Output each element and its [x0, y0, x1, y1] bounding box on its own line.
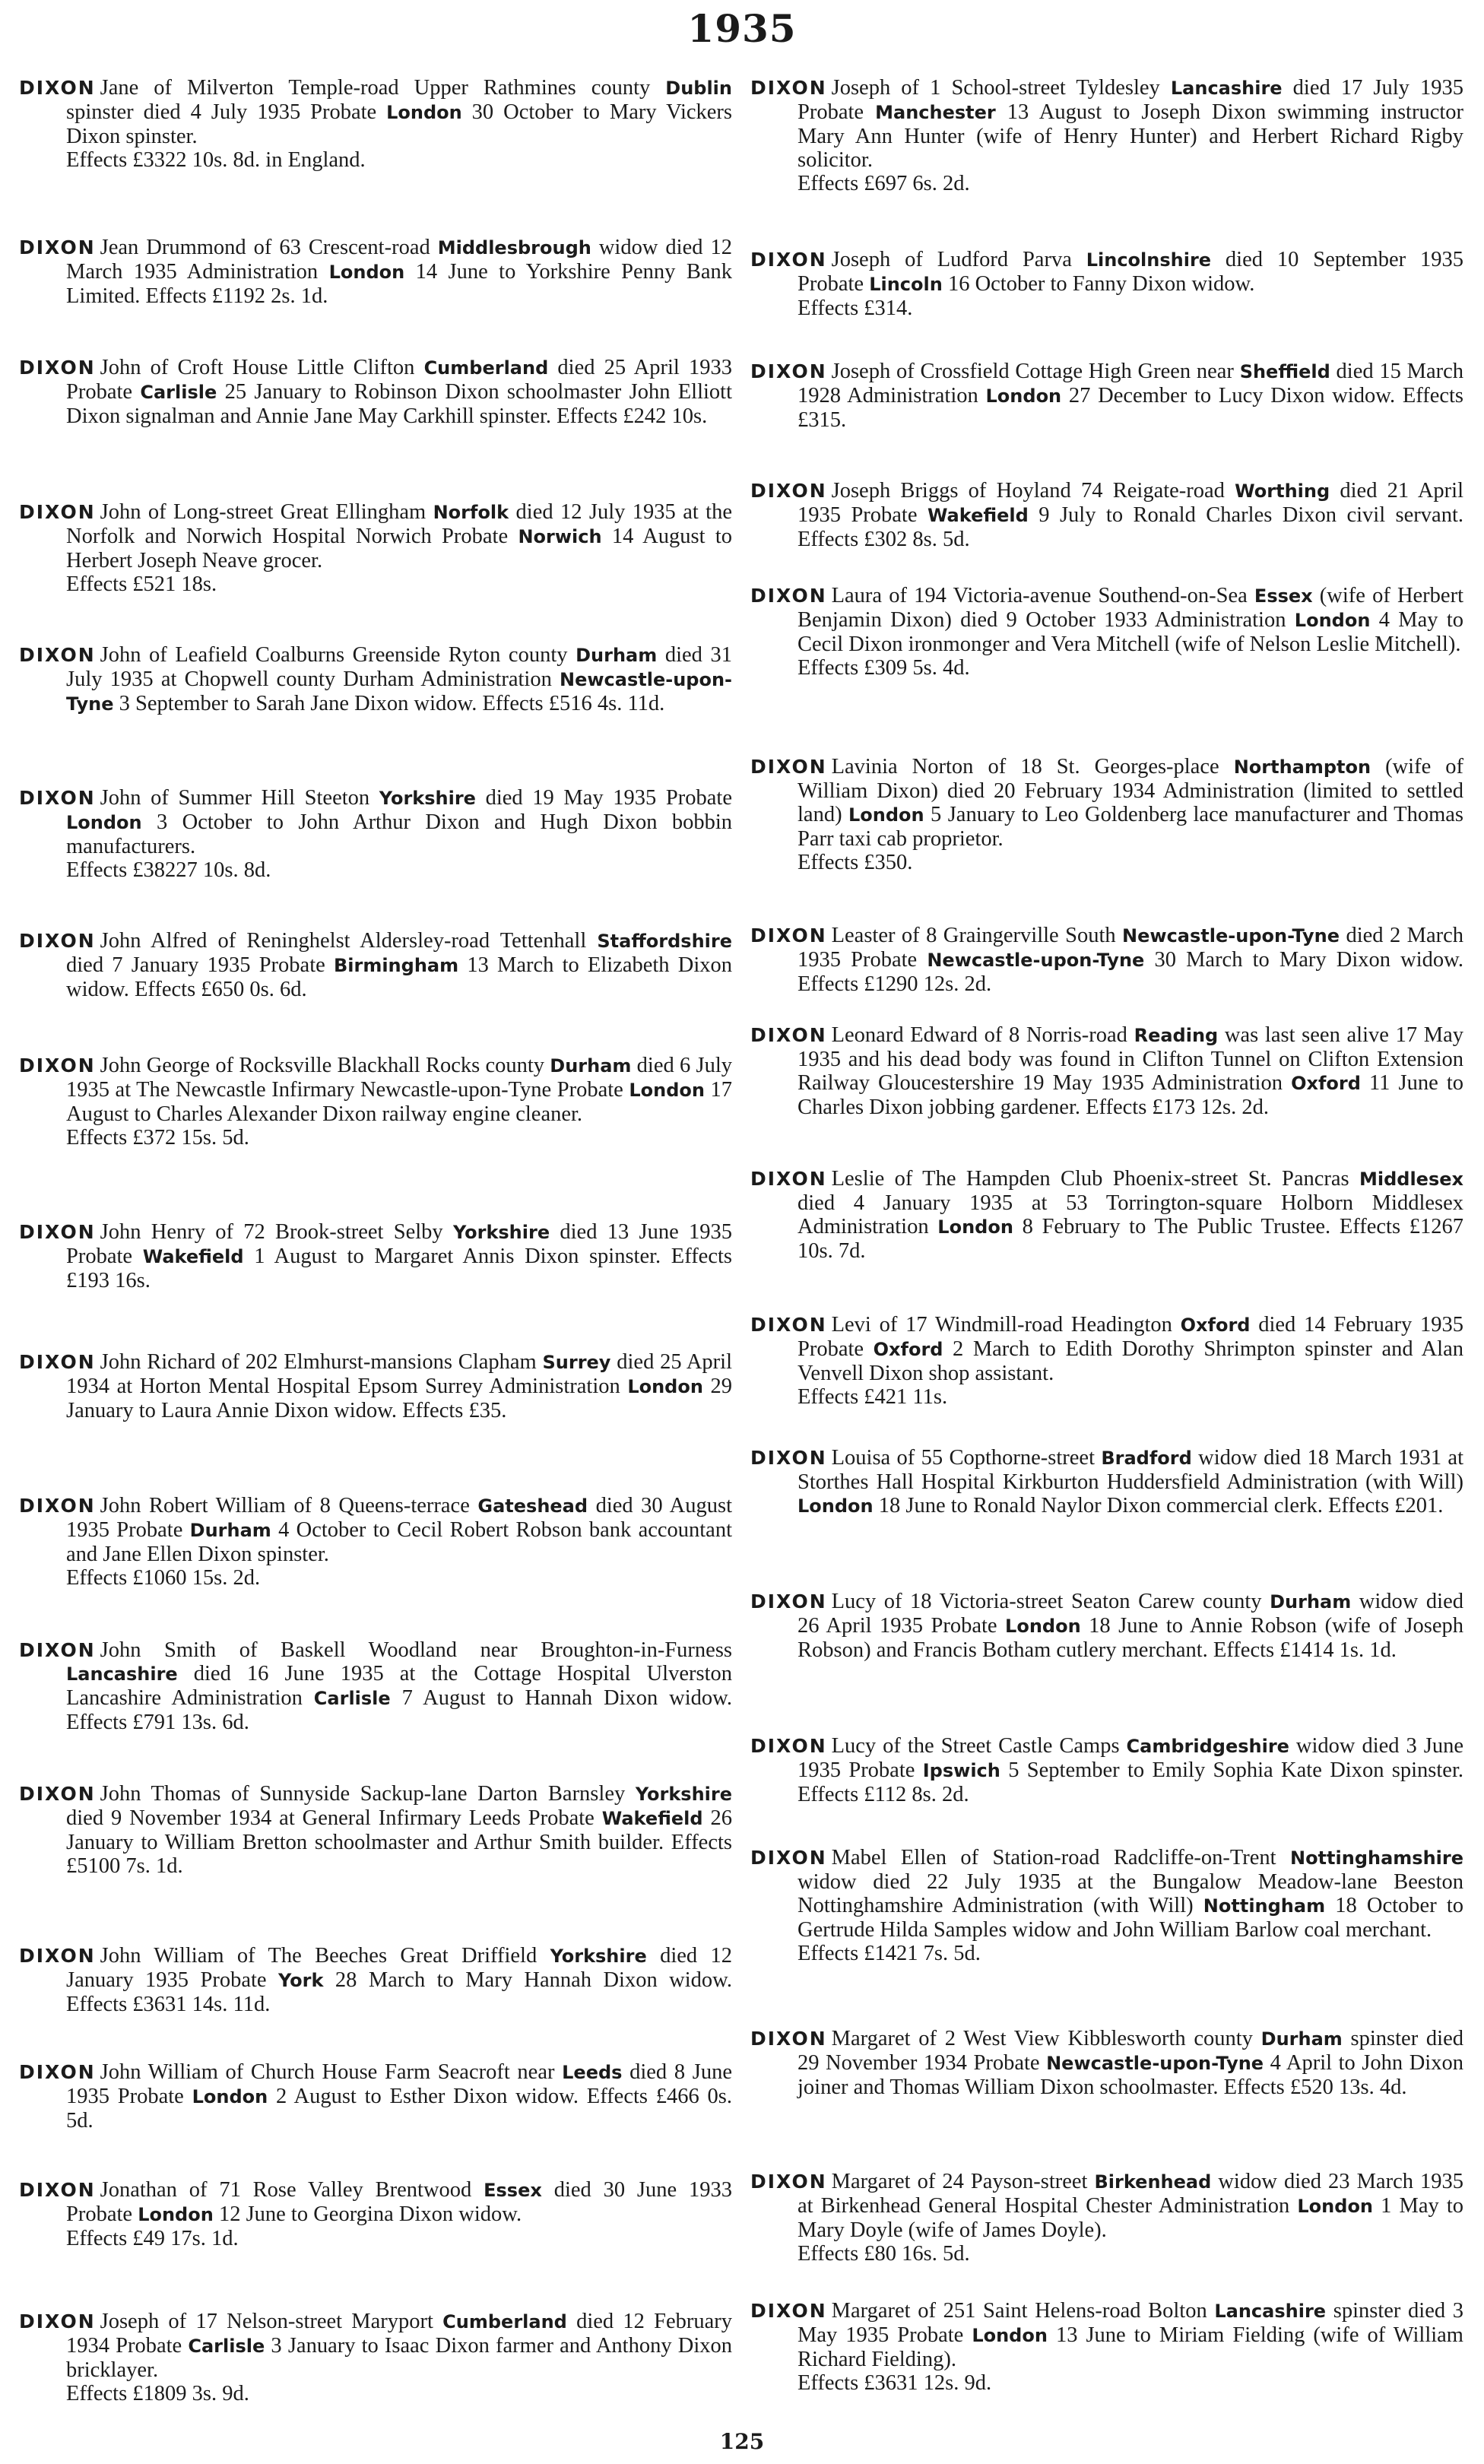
- entry-effects: Effects £521 18s.: [66, 572, 217, 596]
- probate-entry: [750, 924, 1463, 996]
- entry-text: Jonathan of 71 Rose Valley Brentwood Essex died 30 June 1933 Probate London 12 June to Georgina Dixon widow.: [66, 2178, 732, 2226]
- entry-surname: DIXON: [750, 1847, 827, 1869]
- entry-surname: DIXON: [750, 1314, 827, 1336]
- probate-entry: [19, 2178, 732, 2250]
- probate-entry: [750, 2170, 1463, 2266]
- entry-surname: DIXON: [19, 1783, 96, 1805]
- entry-surname: DIXON: [750, 1590, 827, 1613]
- entry-surname: DIXON: [19, 77, 96, 99]
- entry-text: Louisa of 55 Copthorne-street Bradford widow died 18 March 1931 at Storthes Hall Hospital Kirkburton Huddersfield Administration (with Will) London 18 June to Ronald Naylor Dixon commercial clerk. Effects £201.: [797, 1446, 1463, 1517]
- probate-entry: [19, 236, 732, 308]
- probate-entry: [19, 2310, 732, 2405]
- entry-surname: DIXON: [750, 77, 827, 99]
- entry-effects: Effects £1809 3s. 9d.: [66, 2382, 249, 2405]
- entry-surname: DIXON: [750, 480, 827, 502]
- entry-text: Leaster of 8 Graingerville South Newcastle-upon-Tyne died 2 March 1935 Probate Newcastle-upon-Tyne 30 March to Mary Dixon widow. Effects £1290 12s. 2d.: [797, 924, 1463, 996]
- entry-text: Margaret of 251 Saint Helens-road Bolton Lancashire spinster died 3 May 1935 Probate London 13 June to Miriam Fielding (wife of William Richard Fielding).: [797, 2299, 1463, 2371]
- entry-surname: DIXON: [19, 1351, 96, 1373]
- entry-text: Lucy of the Street Castle Camps Cambridgeshire widow died 3 June 1935 Probate Ipswich 5 September to Emily Sophia Kate Dixon spinster. Effects £112 8s. 2d.: [797, 1734, 1464, 1806]
- probate-entry: [19, 500, 732, 596]
- page-year-heading: 1935: [687, 6, 797, 51]
- entry-effects: Effects £697 6s. 2d.: [797, 172, 970, 195]
- entry-text: Joseph of Ludford Parva Lincolnshire died 10 September 1935 Probate Lincoln 16 October to Fanny Dixon widow.: [797, 248, 1463, 296]
- entry-text: John Robert William of 8 Queens-terrace Gateshead died 30 August 1935 Probate Durham 4 October to Cecil Robert Robson bank accountant and Jane Ellen Dixon spinster.: [66, 1494, 733, 1566]
- entry-text: Joseph of 17 Nelson-street Maryport Cumberland died 12 February 1934 Probate Carlisle 3 January to Isaac Dixon farmer and Anthony Dixon bricklayer.: [66, 2310, 732, 2382]
- entry-surname: DIXON: [750, 585, 827, 607]
- entry-surname: DIXON: [19, 1054, 96, 1077]
- entry-surname: DIXON: [19, 2179, 96, 2201]
- probate-entry: [750, 755, 1463, 874]
- probate-entry: [750, 360, 1463, 432]
- probate-entry: [750, 2027, 1463, 2099]
- entry-text: Mabel Ellen of Station-road Radcliffe-on-Trent Nottinghamshire widow died 22 July 1935 at the Bungalow Meadow-lane Beeston Nottinghamshire Administration (with Will) Nottingham 18 October to Gertrude Hilda Samples widow and John William Barlow coal merchant.: [797, 1846, 1464, 1942]
- entry-text: John of Leafield Coalburns Greenside Ryton county Durham died 31 July 1935 at Chopwell county Durham Administration Newcastle-upon-Tyne 3 September to Sarah Jane Dixon widow. Effects £516 4s. 11d.: [66, 643, 732, 715]
- probate-entry: [19, 2060, 732, 2133]
- probate-entry: [750, 1313, 1463, 1409]
- entry-text: John Richard of 202 Elmhurst-mansions Clapham Surrey died 25 April 1934 at Horton Mental Hospital Epsom Surrey Administration London 29 January to Laura Annie Dixon widow. Effects £35.: [66, 1350, 733, 1422]
- entry-surname: DIXON: [19, 1639, 96, 1661]
- probate-entry: [750, 1846, 1463, 1965]
- entry-surname: DIXON: [19, 357, 96, 379]
- probate-entry: [19, 1054, 732, 1150]
- entry-surname: DIXON: [750, 2171, 827, 2193]
- entry-text: Leonard Edward of 8 Norris-road Reading was last seen alive 17 May 1935 and his dead body was found in Clifton Tunnel on Clifton Extension Railway Gloucestershire 19 May 1935 Administration Oxford 11 June to Charles Dixon jobbing gardener. Effects £173 12s. 2d.: [797, 1023, 1464, 1119]
- entry-surname: DIXON: [19, 1945, 96, 1967]
- entry-text: Margaret of 24 Payson-street Birkenhead widow died 23 March 1935 at Birkenhead General Hospital Chester Administration London 1 May to Mary Doyle (wife of James Doyle).: [797, 2170, 1464, 2242]
- probate-entry: [750, 584, 1463, 680]
- page-number: 125: [719, 2429, 765, 2454]
- entry-surname: DIXON: [750, 1735, 827, 1757]
- entry-text: Joseph of 1 School-street Tyldesley Lancashire died 17 July 1935 Probate Manchester 13 August to Joseph Dixon swimming instructor Mary Ann Hunter (wife of Henry Hunter) and Herbert Richard Rigby solicitor.: [797, 76, 1464, 172]
- entry-text: Jane of Milverton Temple-road Upper Rathmines county Dublin spinster died 4 July 1935 Probate London 30 October to Mary Vickers Dixon spinster.: [66, 76, 732, 148]
- entry-surname: DIXON: [19, 787, 96, 809]
- probate-entry: [19, 1494, 732, 1590]
- probate-entry: [750, 76, 1463, 195]
- probate-entry: [19, 1638, 732, 1734]
- entry-text: Lucy of 18 Victoria-street Seaton Carew county Durham widow died 26 April 1935 Probate London 18 June to Annie Robson (wife of Joseph Robson) and Francis Botham cutlery merchant. Effects £1414 1s. 1d.: [797, 1590, 1463, 1662]
- entry-effects: Effects £372 15s. 5d.: [66, 1126, 249, 1150]
- entry-text: Margaret of 2 West View Kibblesworth county Durham spinster died 29 November 1934 Probate Newcastle-upon-Tyne 4 April to John Dixon joiner and Thomas William Dixon schoolmaster. Effects £520 13s. 4d.: [797, 2027, 1463, 2099]
- entry-effects: Effects £3322 10s. 8d. in England.: [66, 148, 366, 172]
- entry-effects: Effects £421 11s.: [797, 1385, 948, 1409]
- entry-surname: DIXON: [750, 756, 827, 778]
- entry-text: John of Long-street Great Ellingham Norfolk died 12 July 1935 at the Norfolk and Norwich Hospital Norwich Probate Norwich 14 August to Herbert Joseph Neave grocer.: [66, 500, 733, 572]
- entry-text: Laura of 194 Victoria-avenue Southend-on-Sea Essex (wife of Herbert Benjamin Dixon) died 9 October 1933 Administration London 4 May to Cecil Dixon ironmonger and Vera Mitchell (wife of Nelson Leslie Mitchell).: [797, 584, 1463, 656]
- entry-text: John Smith of Baskell Woodland near Broughton-in-Furness Lancashire died 16 June 1935 at the Cottage Hospital Ulverston Lancashire Administration Carlisle 7 August to Hannah Dixon widow. Effects £791 13s. 6d.: [66, 1638, 732, 1734]
- entry-surname: DIXON: [19, 2061, 96, 2083]
- entry-surname: DIXON: [19, 501, 96, 523]
- entry-surname: DIXON: [750, 249, 827, 271]
- entry-effects: Effects £309 5s. 4d.: [797, 656, 970, 680]
- entry-text: John William of The Beeches Great Driffield Yorkshire died 12 January 1935 Probate York 28 March to Mary Hannah Dixon widow. Effects £3631 14s. 11d.: [66, 1944, 732, 2016]
- probate-entry: [750, 1590, 1463, 1662]
- entry-effects: Effects £49 17s. 1d.: [66, 2227, 239, 2250]
- entry-surname: DIXON: [19, 2310, 96, 2332]
- probate-entry: [750, 1167, 1463, 1263]
- entry-surname: DIXON: [750, 1168, 827, 1190]
- entry-surname: DIXON: [19, 1495, 96, 1517]
- probate-entry: [750, 1446, 1463, 1518]
- probate-entry: [750, 1023, 1463, 1119]
- entry-effects: Effects £1060 15s. 2d.: [66, 1566, 261, 1590]
- entry-effects: Effects £1421 7s. 5d.: [797, 1942, 981, 1965]
- entry-text: John Alfred of Reninghelst Aldersley-road Tettenhall Staffordshire died 7 January 1935 Probate Birmingham 13 March to Elizabeth Dixon widow. Effects £650 0s. 6d.: [66, 929, 732, 1001]
- probate-entry: [19, 356, 732, 428]
- probate-entry: [19, 643, 732, 716]
- probate-entry: [750, 2299, 1463, 2395]
- entry-effects: Effects £80 16s. 5d.: [797, 2242, 970, 2266]
- probate-entry: [19, 76, 732, 172]
- entry-surname: DIXON: [750, 924, 827, 947]
- entry-surname: DIXON: [19, 1221, 96, 1243]
- entry-text: John Henry of 72 Brook-street Selby Yorkshire died 13 June 1935 Probate Wakefield 1 August to Margaret Annis Dixon spinster. Effects £193 16s.: [66, 1220, 732, 1292]
- entry-surname: DIXON: [750, 2028, 827, 2050]
- probate-entry: [19, 1220, 732, 1292]
- entry-effects: Effects £314.: [797, 297, 913, 320]
- probate-entry: [19, 1350, 732, 1422]
- entry-text: John Thomas of Sunnyside Sackup-lane Darton Barnsley Yorkshire died 9 November 1934 at General Infirmary Leeds Probate Wakefield 26 January to William Bretton schoolmaster and Arthur Smith builder. Effects £5100 7s. 1d.: [66, 1782, 732, 1878]
- probate-entry: [19, 786, 732, 882]
- entry-effects: Effects £350.: [797, 851, 913, 874]
- entry-text: Leslie of The Hampden Club Phoenix-street St. Pancras Middlesex died 4 January 1935 at 53 Torrington-square Holborn Middlesex Administration London 8 February to The Public Trustee. Effects £1267 10s. 7d.: [797, 1167, 1463, 1263]
- probate-entry: [19, 929, 732, 1001]
- entry-surname: DIXON: [750, 1447, 827, 1469]
- entry-text: John of Summer Hill Steeton Yorkshire died 19 May 1935 Probate London 3 October to John Arthur Dixon and Hugh Dixon bobbin manufacturers.: [66, 786, 732, 858]
- entry-text: Joseph Briggs of Hoyland 74 Reigate-road Worthing died 21 April 1935 Probate Wakefield 9 July to Ronald Charles Dixon civil servant. Effects £302 8s. 5d.: [797, 479, 1463, 551]
- entry-text: Lavinia Norton of 18 St. Georges-place Northampton (wife of William Dixon) died 20 February 1934 Administration (limited to settled land) London 5 January to Leo Goldenberg lace manufacturer and Thomas Parr taxi cab proprietor.: [797, 755, 1463, 851]
- entry-surname: DIXON: [750, 360, 827, 382]
- entry-surname: DIXON: [19, 644, 96, 666]
- probate-entry: [750, 248, 1463, 320]
- entry-text: John George of Rocksville Blackhall Rocks county Durham died 6 July 1935 at The Newcastle Infirmary Newcastle-upon-Tyne Probate London 17 August to Charles Alexander Dixon railway engine cleaner.: [66, 1054, 733, 1126]
- entry-text: Levi of 17 Windmill-road Headington Oxford died 14 February 1935 Probate Oxford 2 March to Edith Dorothy Shrimpton spinster and Alan Venvell Dixon shop assistant.: [797, 1313, 1464, 1385]
- entry-surname: DIXON: [750, 1024, 827, 1046]
- entry-text: John William of Church House Farm Seacroft near Leeds died 8 June 1935 Probate London 2 August to Esther Dixon widow. Effects £466 0s. 5d.: [66, 2060, 733, 2133]
- entry-effects: Effects £3631 12s. 9d.: [797, 2371, 992, 2395]
- entry-effects: Effects £38227 10s. 8d.: [66, 858, 271, 882]
- probate-entry: [19, 1944, 732, 2016]
- entry-surname: DIXON: [19, 930, 96, 952]
- probate-entry: [750, 1734, 1463, 1806]
- entry-surname: DIXON: [750, 2300, 827, 2322]
- entry-text: John of Croft House Little Clifton Cumberland died 25 April 1933 Probate Carlisle 25 January to Robinson Dixon schoolmaster John Elliott Dixon signalman and Annie Jane May Carkhill spinster. Effects £242 10s.: [66, 356, 732, 428]
- entry-text: Jean Drummond of 63 Crescent-road Middlesbrough widow died 12 March 1935 Administration London 14 June to Yorkshire Penny Bank Limited. Effects £1192 2s. 1d.: [66, 236, 732, 308]
- entry-surname: DIXON: [19, 236, 96, 258]
- probate-entry: [750, 479, 1463, 551]
- entry-text: Joseph of Crossfield Cottage High Green near Sheffield died 15 March 1928 Administration London 27 December to Lucy Dixon widow. Effects £315.: [797, 360, 1464, 432]
- probate-entry: [19, 1782, 732, 1878]
